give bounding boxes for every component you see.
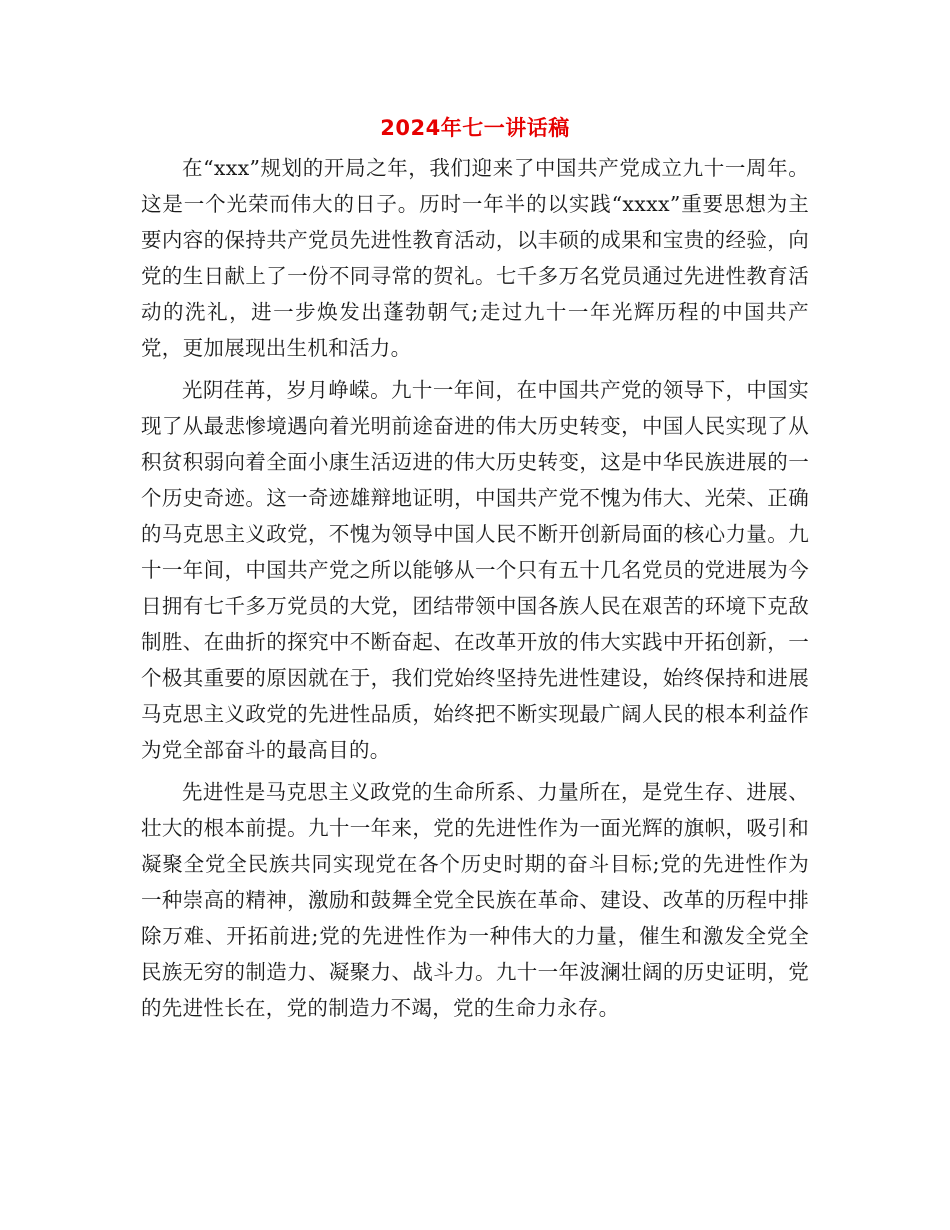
document-title: 2024年七一讲话稿 xyxy=(380,116,570,140)
paragraph-3: 先进性是马克思主义政党的生命所系、力量所在，是党生存、进展、壮大的根本前提。九十一年来，党的先进性作为一面光辉的旗帜，吸引和凝聚全党全民族共同实现党在各个历史时期的奋斗目标;党的先进性作为一种崇高的精神，激励和鼓舞全党全民族在革命、建设、改革的历程中排除万难、开拓前进;党的先进性作为一种伟大的力量，催生和激发全党全民族无穷的制造力、凝聚力、战斗力。九十一年波澜壮阔的历史证明，党的先进性长在，党的制造力不竭，党的生命力永存。 xyxy=(141,780,809,1020)
paragraph-1: 在“xxx”规划的开局之年，我们迎来了中国共产党成立九十一周年。这是一个光荣而伟大的日子。历时一年半的以实践“xxxx”重要思想为主要内容的保持共产党员先进性教育活动，以丰硕的成果和宝贵的经验，向党的生日献上了一份不同寻常的贺礼。七千多万名党员通过先进性教育活动的洗礼，进一步焕发出蓬勃朝气;走过九十一年光辉历程的中国共产党，更加展现出生机和活力。 xyxy=(141,156,809,360)
document-page xyxy=(141,108,809,1032)
paragraph-2: 光阴荏苒，岁月峥嵘。九十一年间，在中国共产党的领导下，中国实现了从最悲惨境遇向着光明前途奋进的伟大历史转变，中国人民实现了从积贫积弱向着全面小康生活迈进的伟大历史转变，这是中华民族进展的一个历史奇迹。这一奇迹雄辩地证明，中国共产党不愧为伟大、光荣、正确的马克思主义政党，不愧为领导中国人民不断开创新局面的核心力量。九十一年间，中国共产党之所以能够从一个只有五十几名党员的党进展为今日拥有七千多万党员的大党，团结带领中国各族人民在艰苦的环境下克敌制胜、在曲折的探究中不断奋起、在改革开放的伟大实践中开拓创新，一个极其重要的原因就在于，我们党始终坚持先进性建设，始终保持和进展马克思主义政党的先进性品质，始终把不断实现最广阔人民的根本利益作为党全部奋斗的最高目的。 xyxy=(141,378,809,762)
